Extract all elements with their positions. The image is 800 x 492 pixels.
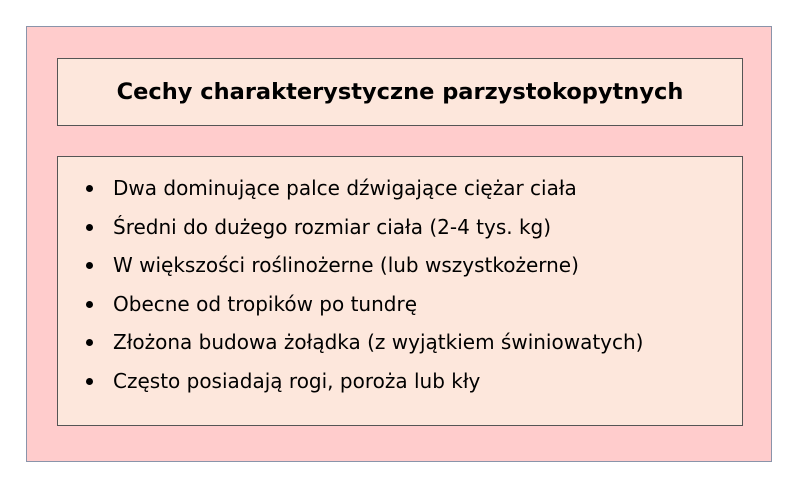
- title-box: [57, 58, 743, 126]
- list-item-text: Często posiadają rogi, poroża lub kły: [113, 368, 481, 393]
- list-item: [58, 169, 742, 208]
- features-box: [57, 156, 743, 426]
- list-item: [58, 323, 742, 362]
- bullet-icon: [86, 224, 93, 231]
- bullet-icon: [86, 378, 93, 385]
- bullet-icon: [86, 301, 93, 308]
- bullet-icon: [86, 262, 93, 269]
- bullet-icon: [86, 185, 93, 192]
- list-item-text: Średni do dużego rozmiar ciała (2-4 tys. kg): [113, 214, 552, 239]
- bullet-icon: [86, 339, 93, 346]
- list-item-text: W większości roślinożerne (lub wszystkożerne): [113, 253, 579, 277]
- list-item: [58, 246, 742, 285]
- list-item: [58, 208, 742, 247]
- features-list: [58, 169, 742, 400]
- list-item-text: Dwa dominujące palce dźwigające ciężar ciała: [113, 176, 577, 200]
- list-item: [58, 362, 742, 401]
- page-title: Cechy charakterystyczne parzystokopytnych: [116, 79, 684, 105]
- list-item: [58, 285, 742, 324]
- list-item-text: Obecne od tropików po tundrę: [113, 291, 418, 316]
- list-item-text: Złożona budowa żołądka (z wyjątkiem świniowatych): [113, 330, 644, 354]
